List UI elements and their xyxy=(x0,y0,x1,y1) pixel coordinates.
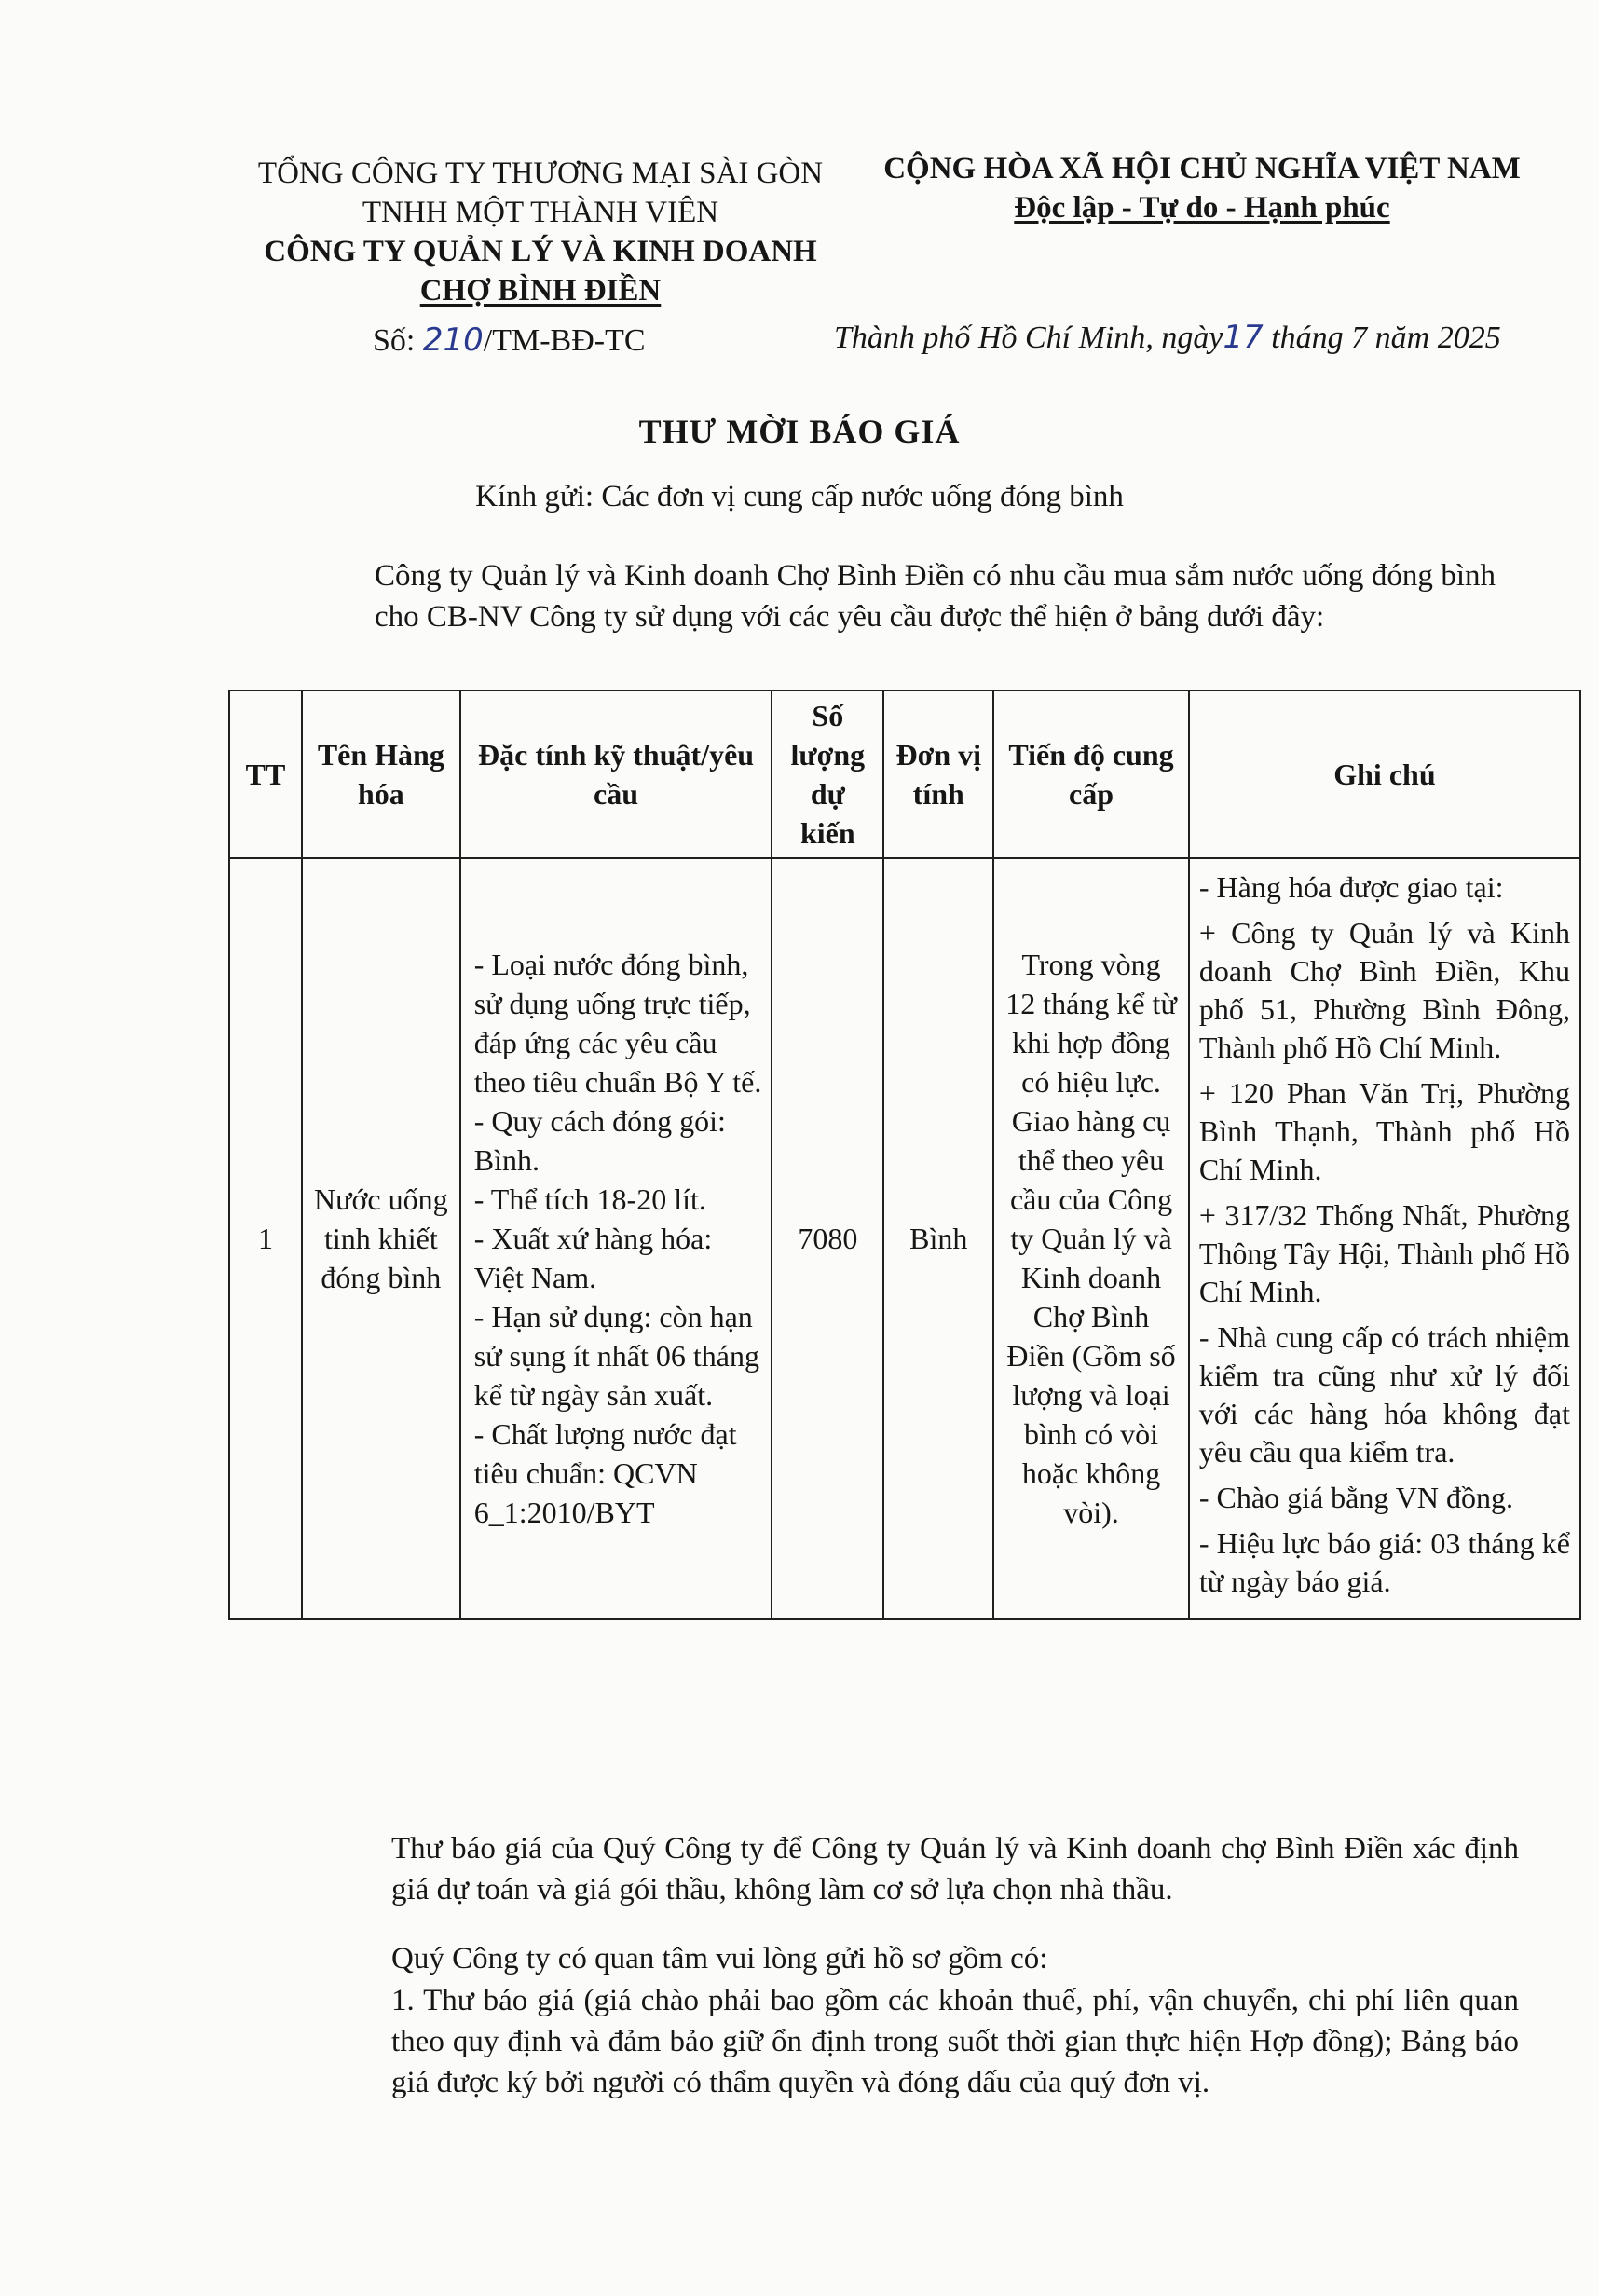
header-qty: Số lượng dự kiến xyxy=(772,690,883,858)
item1-text: 1. Thư báo giá (giá chào phải bao gồm các khoản thuế, phí, vận chuyển, chi phí liên quan theo quy định và đảm bảo giữ ổn định trong suốt thời gian thực hiện Hợp đồng); Bảng báo giá được ký bởi người có thẩm quyền và đóng dấu của quý đơn vị. xyxy=(391,1984,1519,2099)
date-prefix: Thành phố Hồ Chí Minh, ngày xyxy=(834,321,1223,355)
issuer-company-line1: CÔNG TY QUẢN LÝ VÀ KINH DOANH xyxy=(264,235,817,268)
intro-paragraph xyxy=(317,555,1496,637)
national-motto: Độc lập - Tự do - Hạnh phúc xyxy=(1014,191,1390,225)
date-line xyxy=(834,319,1561,356)
cell-qty: 7080 xyxy=(772,858,883,1619)
issuer-company-line2: CHỢ BÌNH ĐIỀN xyxy=(419,274,662,308)
spec-line: - Xuất xứ hàng hóa: Việt Nam. xyxy=(473,1222,713,1294)
header-unit: Đơn vị tính xyxy=(883,690,993,858)
note-line: - Chào giá bằng VN đồng. xyxy=(1198,1481,1513,1514)
reference-number xyxy=(373,321,646,359)
reference-prefix: Số: xyxy=(373,323,416,358)
date-suffix: tháng 7 năm 2025 xyxy=(1271,321,1501,355)
header-note: Ghi chú xyxy=(1189,690,1580,858)
note-line: + 317/32 Thống Nhất, Phường Thông Tây Hội, Thành phố Hồ Chí Minh. xyxy=(1198,1198,1570,1308)
spec-line: - Loại nước đóng bình, sử dụng uống trực tiếp, đáp ứng các yêu cầu theo tiêu chuẩn Bộ Y tế. xyxy=(473,948,762,1099)
spec-line: - Thể tích 18-20 lít. xyxy=(473,1182,706,1216)
cell-note xyxy=(1189,858,1580,1619)
purpose-paragraph xyxy=(317,1828,1519,1910)
cell-spec xyxy=(460,858,772,1619)
note-line: - Hàng hóa được giao tại: xyxy=(1198,870,1504,904)
table-header-row xyxy=(229,690,1580,858)
header-name: Tên Hàng hóa xyxy=(302,690,460,858)
document-title: THƯ MỜI BÁO GIÁ xyxy=(638,413,961,450)
cell-tt: 1 xyxy=(229,858,302,1619)
national-title: CỘNG HÒA XÃ HỘI CHỦ NGHĨA VIỆT NAM xyxy=(883,152,1521,185)
national-motto-block xyxy=(857,149,1547,227)
header-spec: Đặc tính kỹ thuật/yêu cầu xyxy=(460,690,772,858)
note-line: + Công ty Quản lý và Kinh doanh Chợ Bình Điền, Khu phố 51, Phường Bình Đông, Thành phố Hồ Chí Minh. xyxy=(1198,916,1570,1064)
issuer-parent-line2: TNHH MỘT THÀNH VIÊN xyxy=(362,196,719,229)
issuer-parent-line1: TỔNG CÔNG TY THƯƠNG MẠI SÀI GÒN xyxy=(257,157,824,190)
cell-unit: Bình xyxy=(883,858,993,1619)
header-schedule: Tiến độ cung cấp xyxy=(993,690,1189,858)
reference-suffix: /TM-BĐ-TC xyxy=(483,323,646,358)
reference-handwritten-number: 210 xyxy=(422,321,484,359)
issuer-block xyxy=(233,154,848,310)
note-line: - Hiệu lực báo giá: 03 tháng kể từ ngày báo giá. xyxy=(1198,1526,1570,1598)
cell-schedule: Trong vòng 12 tháng kể từ khi hợp đồng có hiệu lực. Giao hàng cụ thể theo yêu cầu của Công ty Quản lý và Kinh doanh Chợ Bình Điền (Gồm số lượng và loại bình có vòi hoặc không vòi). xyxy=(993,858,1189,1619)
cell-name: Nước uống tinh khiết đóng bình xyxy=(302,858,460,1619)
header-tt: TT xyxy=(229,690,302,858)
intro-text: Công ty Quản lý và Kinh doanh Chợ Bình Điền có nhu cầu mua sắm nước uống đóng bình cho CB-NV Công ty sử dụng với các yêu cầu được thể hiện ở bảng dưới đây: xyxy=(375,559,1496,634)
request-paragraph xyxy=(317,1938,1519,1979)
table-row xyxy=(229,858,1580,1619)
spec-line: - Chất lượng nước đạt tiêu chuẩn: QCVN 6_1:2010/BYT xyxy=(473,1417,737,1529)
request-text: Quý Công ty có quan tâm vui lòng gửi hồ sơ gồm có: xyxy=(391,1942,1048,1975)
note-line: + 120 Phan Văn Trị, Phường Bình Thạnh, Thành phố Hồ Chí Minh. xyxy=(1198,1076,1570,1186)
date-handwritten-day: 17 xyxy=(1223,319,1264,356)
note-line: - Nhà cung cấp có trách nhiệm kiểm tra cũng như xử lý đối với các hàng hóa không đạt yêu cầu qua kiểm tra. xyxy=(1198,1320,1570,1469)
recipient-line: Kính gửi: Các đơn vị cung cấp nước uống đóng bình xyxy=(475,480,1124,513)
goods-table xyxy=(228,690,1581,1620)
purpose-text: Thư báo giá của Quý Công ty để Công ty Quản lý và Kinh doanh chợ Bình Điền xác định giá dự toán và giá gói thầu, không làm cơ sở lựa chọn nhà thầu. xyxy=(391,1832,1519,1906)
spec-line: - Hạn sử dụng: còn hạn sử sụng ít nhất 06 tháng kể từ ngày sản xuất. xyxy=(473,1300,759,1412)
item1-paragraph xyxy=(317,1980,1519,2103)
spec-line: - Quy cách đóng gói: Bình. xyxy=(473,1104,726,1177)
